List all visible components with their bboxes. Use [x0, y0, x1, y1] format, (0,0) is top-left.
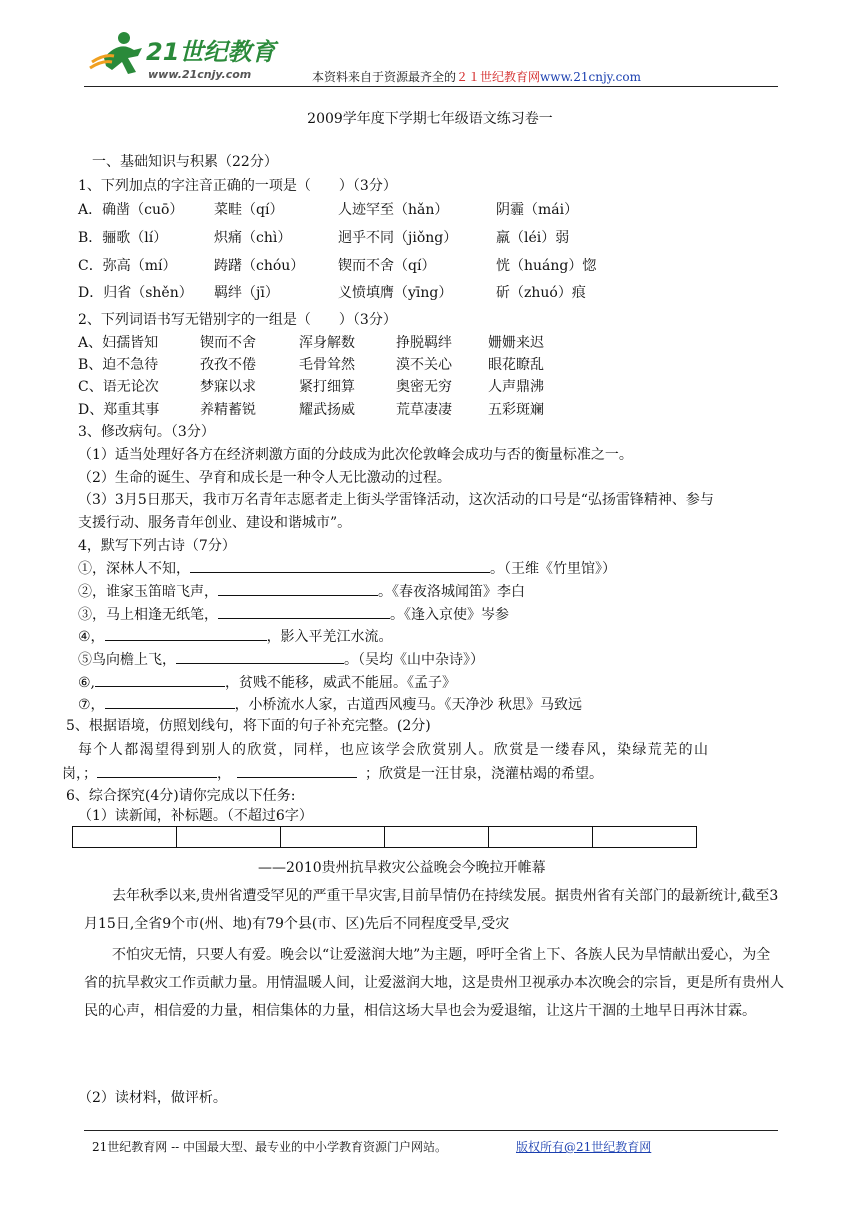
logo-url: www.21cnjy.com [148, 68, 252, 81]
grid-cell[interactable] [489, 827, 593, 847]
q1-option-b: 迥乎不同（jiǒng） [338, 230, 458, 246]
answer-blank[interactable] [105, 694, 235, 709]
poem-line-3: ③，马上相逢无纸笔， 。《逢入京使》岑参 [78, 604, 509, 625]
q2-option-d: 五彩斑斓 [488, 402, 544, 418]
q2-option-d: D、郑重其事 [78, 402, 160, 418]
q2-option-d: 荒草凄凄 [396, 402, 452, 418]
q1-option-d: 义愤填膺（yīng） [338, 285, 453, 301]
q1-option-d: 羁绊（jī） [214, 285, 279, 301]
answer-blank[interactable] [95, 672, 225, 687]
answer-blank[interactable] [105, 626, 267, 641]
q2-option-a: 姗姗来迟 [488, 335, 544, 351]
q3-sentence-3-cont: 支援行动、服务青年创业、建设和谐城市”。 [78, 515, 352, 531]
q2-option-a: 锲而不舍 [200, 335, 256, 351]
answer-blank[interactable] [97, 763, 217, 778]
q5-passage-cont: 岗，； ， ；欣赏是一汪甘泉，浇灌枯竭的希望。 [62, 763, 603, 784]
q1-option-b: B．骊歌（lí） [78, 230, 168, 246]
q1-option-b: 羸（léi）弱 [496, 230, 570, 246]
q1-option-b: 炽痛（chì） [214, 230, 292, 246]
q2-option-c: 梦寐以求 [200, 379, 256, 395]
q2-option-b: 眼花瞭乱 [488, 357, 544, 373]
page-title: 2009学年度下学期七年级语文练习卷一 [307, 111, 553, 127]
q1-option-d: 斫（zhuó）痕 [496, 285, 586, 301]
answer-blank[interactable] [218, 581, 378, 596]
q5-stem: 5、根据语境，仿照划线句，将下面的句子补充完整。(2分) [66, 718, 431, 734]
q3-sentence-1: （1）适当处理好各方在经济刺激方面的分歧成为此次伦敦峰会成功与否的衡量标准之一。 [78, 447, 633, 463]
q6-sub2: （2）读材料，做评析。 [78, 1090, 227, 1106]
section-heading: 一、基础知识与积累（22分） [92, 154, 278, 170]
answer-blank[interactable] [176, 649, 344, 664]
footer-copyright-link[interactable]: 版权所有@21世纪教育网 [516, 1140, 652, 1154]
q1-option-c: 恍（huáng）惚 [496, 258, 597, 274]
poem-line-5: ⑤鸟向檐上飞， 。（吴均《山中杂诗》） [78, 649, 484, 670]
poem-line-1: ①，深林人不知， 。（王维《竹里馆》） [78, 558, 616, 579]
grid-cell[interactable] [593, 827, 696, 847]
q2-option-b: B、迫不急待 [78, 357, 159, 373]
footer-divider [84, 1130, 778, 1131]
footer-text: 21世纪教育网 -- 中国最大型、最专业的中小学教育资源门户网站。 [92, 1140, 448, 1154]
poem-line-4: ④， ，影入平羌江水流。 [78, 626, 393, 647]
q2-option-c: C、语无论次 [78, 379, 159, 395]
q1-option-a: 阴霾（mái） [496, 202, 579, 218]
q1-option-c: 锲而不舍（qí） [338, 258, 436, 274]
q6-sub1: （1）读新闻，补标题。（不超过6字） [78, 808, 313, 824]
q2-option-b: 毛骨耸然 [299, 357, 355, 373]
q2-stem: 2、下列词语书写无错别字的一组是（ ）（3分） [78, 312, 397, 328]
header-divider [84, 86, 778, 87]
site-logo [84, 28, 284, 84]
q1-option-c: C．弥高（mí） [78, 258, 177, 274]
poem-line-6: ⑥, ，贫贱不能移，威武不能屈。《孟子》 [78, 672, 456, 693]
q2-option-a: A、妇孺皆知 [78, 335, 159, 351]
title-answer-grid[interactable] [72, 826, 697, 848]
q4-stem: 4，默写下列古诗（7分） [78, 538, 236, 554]
header-notice: 本资料来自于资源最齐全的２１世纪教育网www.21cnjy.com [312, 70, 641, 84]
q5-passage: 每个人都渴望得到别人的欣赏，同样，也应该学会欣赏别人。欣赏是一缕春风，染绿荒芜的山 [78, 742, 710, 758]
q2-option-a: 挣脱羁绊 [396, 335, 452, 351]
q3-sentence-2: （2）生命的诞生、孕育和成长是一种令人无比激动的过程。 [78, 470, 451, 486]
q1-option-a: 菜畦（qí） [214, 202, 284, 218]
q1-option-d: D．归省（shěn） [78, 285, 193, 301]
q2-option-a: 浑身解数 [299, 335, 355, 351]
news-paragraph-1: 去年秋季以来,贵州省遭受罕见的严重干旱灾害,目前旱情仍在持续发展。据贵州省有关部门的最新统计,截至3月15日,全省9个市(州、地)有79个县(市、区)先后不同程度受旱,受灾 [84, 888, 779, 932]
q3-stem: 3、修改病句。（3分） [78, 424, 215, 440]
answer-blank[interactable] [218, 604, 390, 619]
answer-blank[interactable] [190, 558, 490, 573]
grid-cell[interactable] [281, 827, 385, 847]
q2-option-c: 紧打细算 [299, 379, 355, 395]
q2-option-d: 养精蓄锐 [200, 402, 256, 418]
q2-option-c: 人声鼎沸 [488, 379, 544, 395]
q1-stem: 1、下列加点的字注音正确的一项是（ ）（3分） [78, 178, 397, 194]
answer-blank[interactable] [237, 763, 357, 778]
logo-text: 21世纪教育 [146, 38, 276, 66]
q2-option-b: 漠不关心 [396, 357, 452, 373]
news-subtitle: ——2010贵州抗旱救灾公益晚会今晚拉开帷幕 [258, 860, 546, 876]
header-url-link[interactable]: www.21cnjy.com [540, 70, 641, 84]
q1-option-a: A．确凿（cuō） [78, 202, 184, 218]
q2-option-b: 孜孜不倦 [200, 357, 256, 373]
q1-option-c: 踌躇（chóu） [214, 258, 305, 274]
q2-option-d: 耀武扬威 [299, 402, 355, 418]
grid-cell[interactable] [385, 827, 489, 847]
q1-option-a: 人迹罕至（hǎn） [338, 202, 449, 218]
q2-option-c: 奥密无穷 [396, 379, 452, 395]
grid-cell[interactable] [73, 827, 177, 847]
q6-stem: 6、综合探究(4分)请你完成以下任务: [66, 788, 296, 804]
q3-sentence-3: （3）3月5日那天，我市万名青年志愿者走上街头学雷锋活动，这次活动的口号是“弘扬雷锋精神、参与 [78, 492, 714, 508]
poem-line-2: ②，谁家玉笛暗飞声， 。《春夜洛城闻笛》李白 [78, 581, 525, 602]
grid-cell[interactable] [177, 827, 281, 847]
poem-line-7: ⑦， ，小桥流水人家，古道西风瘦马。《天净沙 秋思》马致远 [78, 694, 582, 715]
news-paragraph-2: 不怕灾无情，只要人有爱。晚会以“让爱滋润大地”为主题，呼吁全省上下、各族人民为旱情献出爱心，为全省的抗旱救灾工作贡献力量。用情温暖人间，让爱滋润大地，这是贵州卫视承办本次晚会的宗旨，更是所有贵州人民的心声，相信爱的力量，相信集体的力量，相信这场大旱也会为爱退缩，让这片干涸的土地早日再沐甘霖。 [84, 947, 784, 1019]
